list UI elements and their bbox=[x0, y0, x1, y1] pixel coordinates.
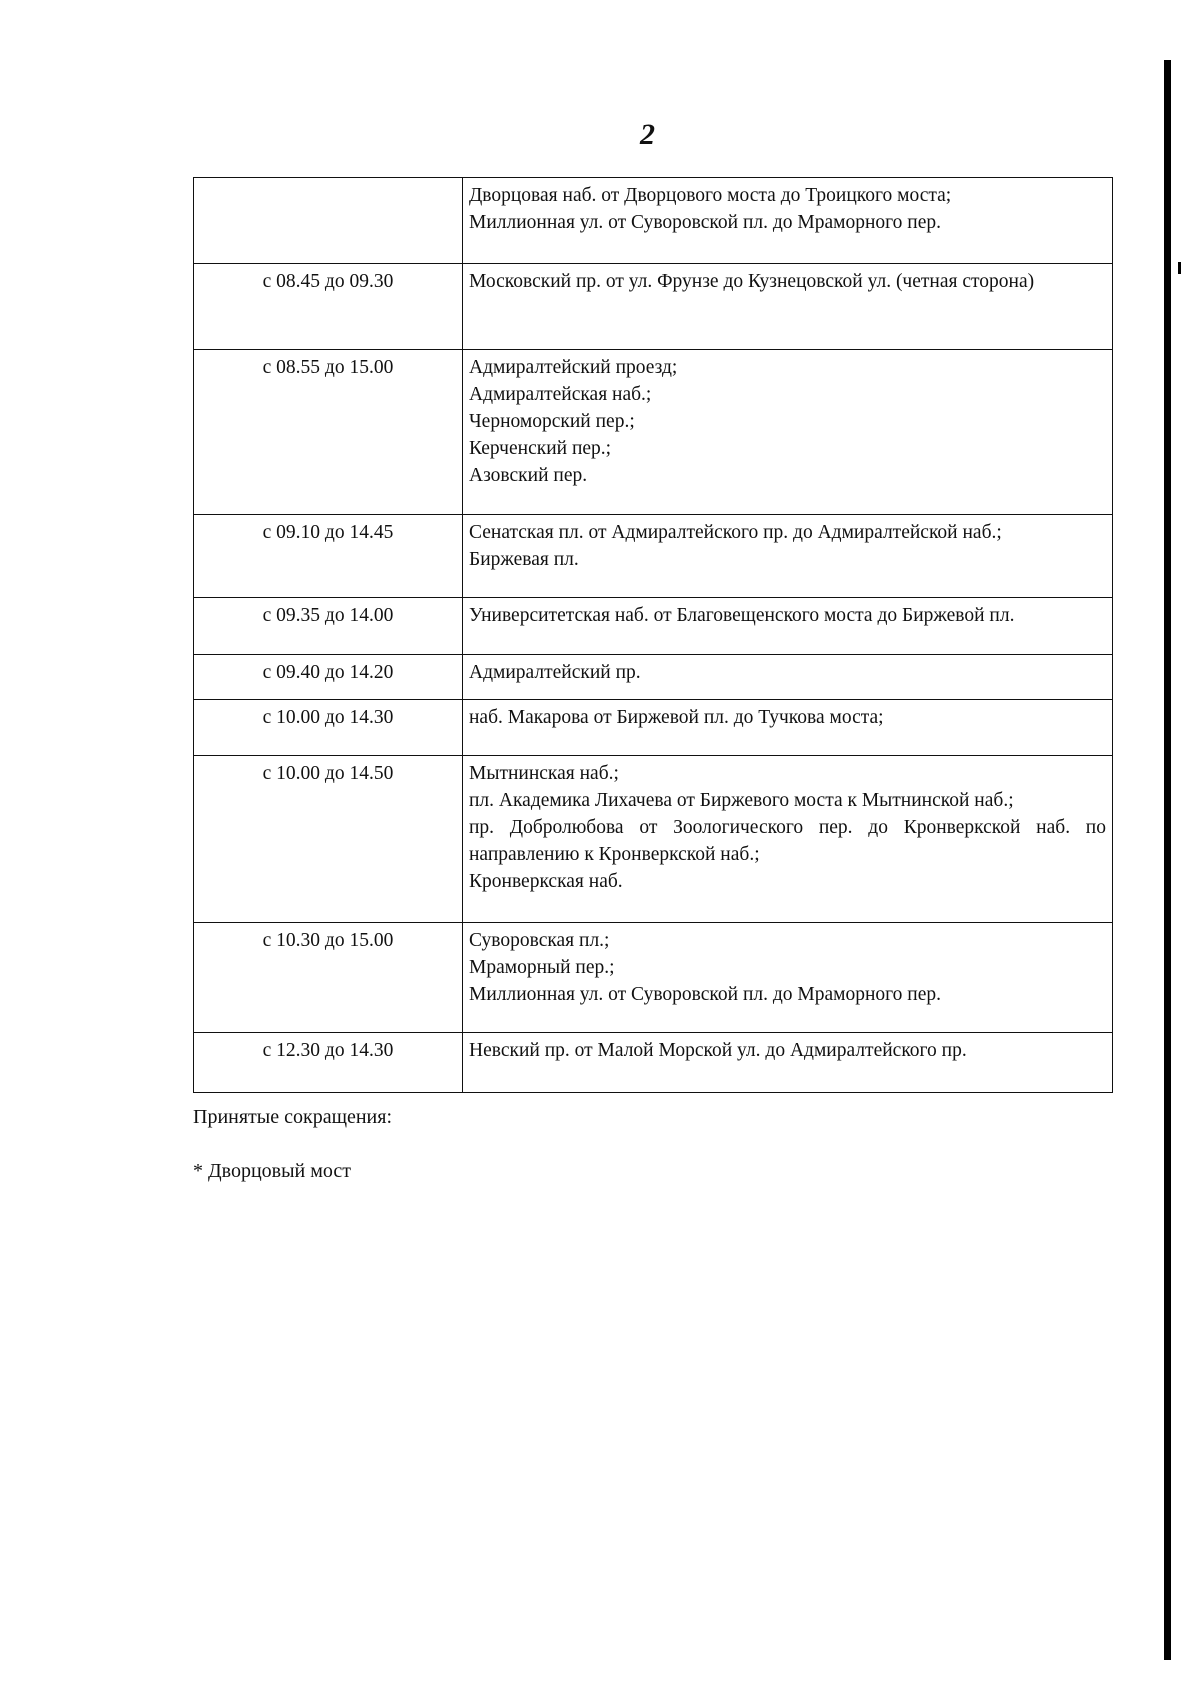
street-entry: наб. Макарова от Биржевой пл. до Тучкова моста; bbox=[469, 707, 884, 728]
streets-cell bbox=[463, 598, 1113, 655]
street-entry: Азовский пер. bbox=[469, 465, 588, 486]
schedule-row bbox=[194, 515, 1113, 598]
street-entry: Адмиралтейская наб.; bbox=[469, 384, 652, 405]
street-entry: Дворцовая наб. от Дворцового моста до Троицкого моста; bbox=[469, 185, 952, 206]
time-range-cell: с 09.35 до 14.00 bbox=[194, 598, 463, 655]
schedule-row bbox=[194, 655, 1113, 700]
street-entry: Мраморный пер.; bbox=[469, 957, 615, 978]
schedule-row bbox=[194, 1033, 1113, 1093]
schedule-body bbox=[194, 178, 1113, 1093]
streets-cell bbox=[463, 515, 1113, 598]
schedule-row bbox=[194, 264, 1113, 350]
street-entry: Сенатская пл. от Адмиралтейского пр. до Адмиралтейской наб.; bbox=[469, 522, 1002, 543]
time-range-cell: с 10.00 до 14.30 bbox=[194, 700, 463, 756]
schedule-row bbox=[194, 756, 1113, 923]
streets-cell bbox=[463, 178, 1113, 264]
schedule-row bbox=[194, 350, 1113, 515]
time-range-cell: с 09.40 до 14.20 bbox=[194, 655, 463, 700]
streets-cell bbox=[463, 264, 1113, 350]
page-number: 2 bbox=[640, 118, 655, 151]
time-range-cell: с 09.10 до 14.45 bbox=[194, 515, 463, 598]
time-range-cell: с 08.55 до 15.00 bbox=[194, 350, 463, 515]
street-entry: Университетская наб. от Благовещенского моста до Биржевой пл. bbox=[469, 605, 1015, 626]
time-range-cell: с 08.45 до 09.30 bbox=[194, 264, 463, 350]
streets-cell bbox=[463, 655, 1113, 700]
time-range-cell: с 10.00 до 14.50 bbox=[194, 756, 463, 923]
street-entry: Миллионная ул. от Суворовской пл. до Мраморного пер. bbox=[469, 984, 942, 1005]
streets-cell bbox=[463, 923, 1113, 1033]
street-entry: Московский пр. от ул. Фрунзе до Кузнецовской ул. (четная сторона) bbox=[469, 271, 1035, 292]
schedule-row bbox=[194, 700, 1113, 756]
streets-cell bbox=[463, 1033, 1113, 1093]
street-entry: Адмиралтейский пр. bbox=[469, 662, 641, 683]
street-entry: Биржевая пл. bbox=[469, 549, 579, 570]
scan-mark bbox=[1178, 262, 1181, 274]
closure-schedule-table bbox=[193, 177, 1113, 1093]
abbreviation-note: * Дворцовый мост bbox=[193, 1160, 352, 1182]
street-entry: Мытнинская наб.; bbox=[469, 763, 619, 784]
street-entry: пр. Добролюбова от Зоологического пер. до Кронверкской наб. по направлению к Кронверкской наб.; bbox=[469, 817, 1106, 865]
schedule-row bbox=[194, 923, 1113, 1033]
abbreviations-heading: Принятые сокращения: bbox=[193, 1106, 393, 1128]
time-range-cell: с 12.30 до 14.30 bbox=[194, 1033, 463, 1093]
street-entry: Черноморский пер.; bbox=[469, 411, 635, 432]
street-entry: Адмиралтейский проезд; bbox=[469, 357, 678, 378]
time-range-cell: с 10.30 до 15.00 bbox=[194, 923, 463, 1033]
street-entry: Миллионная ул. от Суворовской пл. до Мраморного пер. bbox=[469, 212, 942, 233]
streets-cell bbox=[463, 700, 1113, 756]
streets-cell bbox=[463, 756, 1113, 923]
scan-edge-bar bbox=[1164, 60, 1171, 1660]
schedule-row bbox=[194, 598, 1113, 655]
street-entry: пл. Академика Лихачева от Биржевого моста к Мытнинской наб.; bbox=[469, 790, 1014, 811]
schedule-row bbox=[194, 178, 1113, 264]
time-range-cell bbox=[194, 178, 463, 264]
street-entry: Керченский пер.; bbox=[469, 438, 612, 459]
street-entry: Суворовская пл.; bbox=[469, 930, 610, 951]
street-entry: Кронверкская наб. bbox=[469, 871, 623, 892]
streets-cell bbox=[463, 350, 1113, 515]
street-entry: Невский пр. от Малой Морской ул. до Адмиралтейского пр. bbox=[469, 1040, 967, 1061]
